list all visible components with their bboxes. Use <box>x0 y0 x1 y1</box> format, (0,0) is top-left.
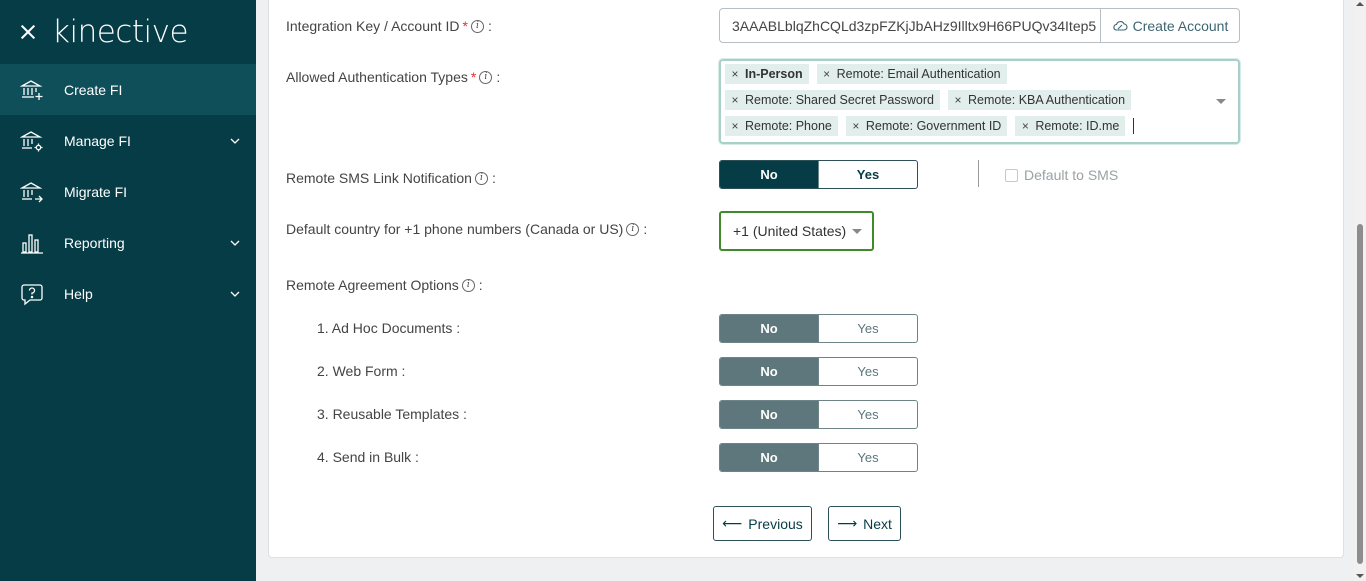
sidebar-item-help[interactable] <box>0 268 256 319</box>
reusable-templates-toggle <box>719 400 918 429</box>
bank-plus-icon <box>20 78 44 102</box>
page-scrollbar[interactable] <box>1354 0 1366 581</box>
scroll-up-arrow-icon[interactable] <box>1356 2 1364 6</box>
bank-gear-icon <box>20 129 44 153</box>
sidebar-item-create-fi[interactable] <box>0 64 256 115</box>
auth-chip: × Remote: Phone <box>725 116 838 136</box>
send-in-bulk-yes-option[interactable]: Yes <box>818 444 917 471</box>
auth-chip: × Remote: Email Authentication <box>817 64 1007 84</box>
previous-label: Previous <box>748 515 803 532</box>
remove-chip-icon[interactable]: × <box>1021 119 1029 133</box>
help-bubble-icon <box>20 282 44 306</box>
arrow-left-icon: ⟵ <box>722 515 743 531</box>
web-form-toggle <box>719 357 918 386</box>
sms-notification-label: Remote SMS Link Notification i : <box>286 170 496 186</box>
auth-chip: × Remote: KBA Authentication <box>948 90 1131 110</box>
cloud-pencil-icon <box>1112 20 1128 32</box>
dropdown-arrow-icon <box>852 229 862 234</box>
auth-chip: × In-Person <box>725 64 809 84</box>
auth-chip: × Remote: Shared Secret Password <box>725 90 940 110</box>
brand-header <box>0 0 256 64</box>
bar-chart-icon <box>20 231 44 255</box>
scrollbar-thumb[interactable] <box>1357 224 1363 564</box>
integration-key-input[interactable]: 3AAABLblqZhCQLd3zpFZKjJbAHz9Illtx9H66PUQv34Itep5 <box>719 8 1101 43</box>
info-icon[interactable]: i <box>479 71 492 84</box>
bank-arrow-icon <box>20 180 44 204</box>
reusable-templates-no-option[interactable]: No <box>720 401 818 428</box>
create-account-button[interactable] <box>1100 8 1240 43</box>
sidebar-item-reporting[interactable] <box>0 217 256 268</box>
auth-types-multiselect[interactable] <box>719 59 1240 144</box>
sidebar-item-manage-fi[interactable] <box>0 115 256 166</box>
form-panel <box>268 0 1344 558</box>
info-icon[interactable]: i <box>475 172 488 185</box>
send-in-bulk-label: 4. Send in Bulk : <box>317 449 419 465</box>
default-to-sms <box>1005 167 1118 183</box>
previous-button[interactable] <box>713 506 812 541</box>
dropdown-arrow-icon[interactable] <box>1216 99 1226 104</box>
arrow-right-icon: ⟶ <box>837 515 858 531</box>
sms-no-option[interactable]: No <box>720 161 818 188</box>
chevron-down-icon[interactable] <box>230 238 240 248</box>
country-label: Default country for +1 phone numbers (Canada or US) i : <box>286 221 648 237</box>
country-value: +1 (United States) <box>733 223 847 239</box>
next-label: Next <box>863 515 892 532</box>
divider <box>978 160 979 187</box>
sidebar-item-migrate-fi[interactable] <box>0 166 256 217</box>
default-to-sms-label: Default to SMS <box>1024 167 1119 183</box>
auth-chip: × Remote: ID.me <box>1015 116 1125 136</box>
reusable-templates-yes-option[interactable]: Yes <box>818 401 917 428</box>
remove-chip-icon[interactable]: × <box>954 93 962 107</box>
web-form-yes-option[interactable]: Yes <box>818 358 917 385</box>
remove-chip-icon[interactable]: × <box>823 67 831 81</box>
web-form-no-option[interactable]: No <box>720 358 818 385</box>
sidebar <box>0 0 256 581</box>
auth-types-label: Allowed Authentication Types * i : <box>286 69 501 85</box>
info-icon[interactable]: i <box>626 223 639 236</box>
sidebar-item-label: Reporting <box>64 234 125 251</box>
sms-yes-option[interactable]: Yes <box>818 161 917 188</box>
ad-hoc-yes-option[interactable]: Yes <box>818 315 917 342</box>
ad-hoc-no-option[interactable]: No <box>720 315 818 342</box>
text-cursor <box>1133 118 1134 134</box>
chevron-down-icon[interactable] <box>230 136 240 146</box>
info-icon[interactable]: i <box>471 20 484 33</box>
send-in-bulk-toggle <box>719 443 918 472</box>
brand-logo: kinective <box>52 14 189 50</box>
next-button[interactable] <box>828 506 901 541</box>
required-marker: * <box>470 69 477 85</box>
sms-notification-toggle <box>719 160 918 189</box>
sidebar-item-label: Help <box>64 285 93 302</box>
default-to-sms-checkbox[interactable] <box>1005 169 1018 182</box>
remove-chip-icon[interactable]: × <box>731 119 739 133</box>
required-marker: * <box>462 18 468 34</box>
remove-chip-icon[interactable]: × <box>731 67 739 81</box>
remove-chip-icon[interactable]: × <box>731 93 739 107</box>
send-in-bulk-no-option[interactable]: No <box>720 444 818 471</box>
ad-hoc-documents-label: 1. Ad Hoc Documents : <box>317 320 461 336</box>
create-account-label: Create Account <box>1132 17 1229 34</box>
country-select[interactable] <box>719 211 874 251</box>
scroll-down-arrow-icon[interactable] <box>1356 574 1364 578</box>
remove-chip-icon[interactable]: × <box>852 119 860 133</box>
web-form-label: 2. Web Form : <box>317 363 406 379</box>
integration-key-label: Integration Key / Account ID * i : <box>286 18 492 34</box>
ad-hoc-documents-toggle <box>719 314 918 343</box>
reusable-templates-label: 3. Reusable Templates : <box>317 406 467 422</box>
sidebar-item-label: Create FI <box>64 81 123 98</box>
close-sidebar-icon[interactable] <box>18 22 38 42</box>
info-icon[interactable]: i <box>462 279 475 292</box>
sidebar-item-label: Manage FI <box>64 132 131 149</box>
chevron-down-icon[interactable] <box>230 289 240 299</box>
agreement-options-label: Remote Agreement Options i : <box>286 277 483 293</box>
auth-chip: × Remote: Government ID <box>846 116 1007 136</box>
sidebar-item-label: Migrate FI <box>64 183 128 200</box>
